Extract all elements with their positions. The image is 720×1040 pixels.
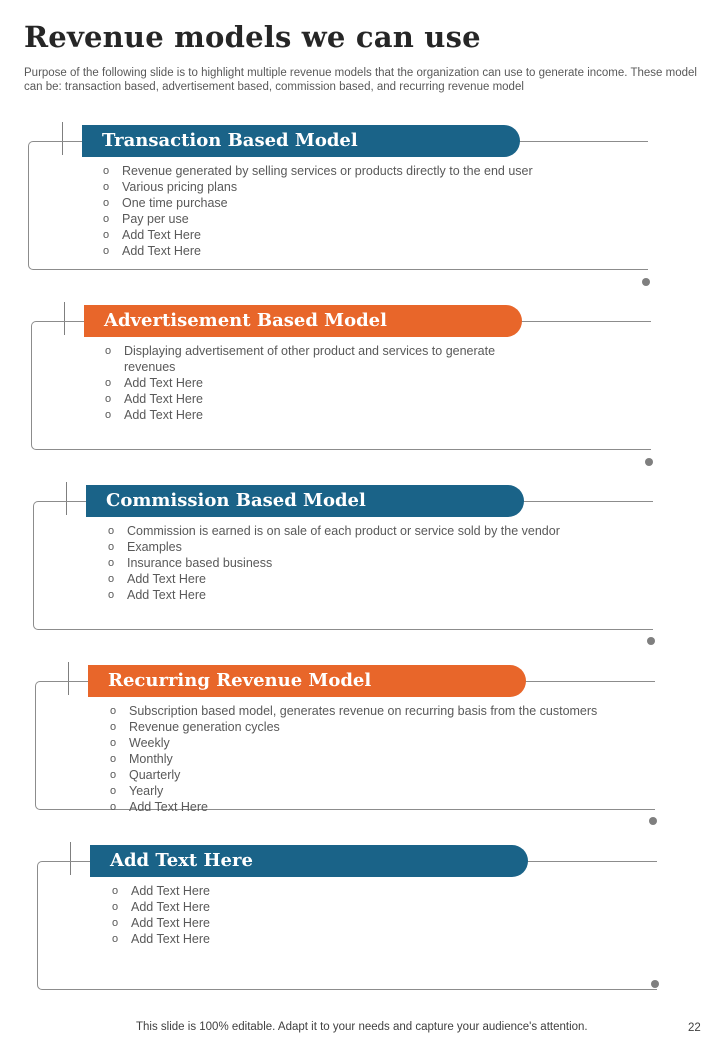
bullet-item: o Subscription based model, generates revenue on recurring basis from the customers: [110, 703, 670, 719]
section-end-dot: [651, 980, 659, 988]
bullet-item: o Weekly: [110, 735, 670, 751]
bullet-item: o Add Text Here: [112, 883, 512, 899]
section-add-text: [0, 840, 720, 1015]
section-advertisement: [0, 300, 720, 475]
footer-note: This slide is 100% editable. Adapt it to your needs and capture your audience's attention.: [136, 1021, 588, 1033]
section-heading: Commission Based Model: [86, 485, 524, 517]
bullet-item: o Yearly: [110, 783, 670, 799]
page-subtitle: Purpose of the following slide is to highlight multiple revenue models that the organization can use to generate income. These model can be: transaction based, advertisement based, commission based, and recurring revenue model: [24, 67, 697, 93]
section-end-dot: [645, 458, 653, 466]
bullet-item: o Quarterly: [110, 767, 670, 783]
bullet-item: o Various pricing plans: [103, 179, 623, 195]
bullet-item: o Add Text Here: [112, 915, 512, 931]
bullet-item: o Examples: [108, 539, 638, 555]
section-bullet-list: [103, 163, 623, 259]
section-recurring: [0, 660, 720, 835]
bullet-item: o Insurance based business: [108, 555, 638, 571]
bullet-item: o Add Text Here: [103, 243, 623, 259]
section-end-dot: [649, 817, 657, 825]
section-heading: Add Text Here: [90, 845, 528, 877]
bullet-item: o Add Text Here: [112, 931, 512, 947]
section-heading: Transaction Based Model: [82, 125, 520, 157]
bullet-item: o Monthly: [110, 751, 670, 767]
bullet-item: o Revenue generated by selling services or products directly to the end user: [103, 163, 623, 179]
bullet-item: o Add Text Here: [105, 407, 525, 423]
bullet-item: o Pay per use: [103, 211, 623, 227]
section-heading: Advertisement Based Model: [84, 305, 522, 337]
section-bullet-list: [110, 703, 670, 815]
bullet-item: o One time purchase: [103, 195, 623, 211]
section-bullet-list: [105, 343, 525, 423]
section-end-dot: [647, 637, 655, 645]
section-commission: [0, 480, 720, 655]
section-transaction: [0, 120, 720, 295]
page-title: Revenue models we can use: [24, 20, 481, 54]
bullet-item: o Add Text Here: [103, 227, 623, 243]
section-bullet-list: [108, 523, 638, 603]
bullet-item: o Add Text Here: [108, 587, 638, 603]
bullet-item: o Add Text Here: [110, 799, 670, 815]
section-bullet-list: [112, 883, 512, 947]
bullet-item: o Commission is earned is on sale of each product or service sold by the vendor: [108, 523, 638, 539]
page-number: 22: [688, 1022, 701, 1034]
bullet-item: o Revenue generation cycles: [110, 719, 670, 735]
bullet-item: o Add Text Here: [105, 391, 525, 407]
bullet-item: o Displaying advertisement of other product and services to generate revenues: [105, 343, 525, 375]
section-end-dot: [642, 278, 650, 286]
bullet-item: o Add Text Here: [105, 375, 525, 391]
section-heading: Recurring Revenue Model: [88, 665, 526, 697]
bullet-item: o Add Text Here: [112, 899, 512, 915]
bullet-item: o Add Text Here: [108, 571, 638, 587]
